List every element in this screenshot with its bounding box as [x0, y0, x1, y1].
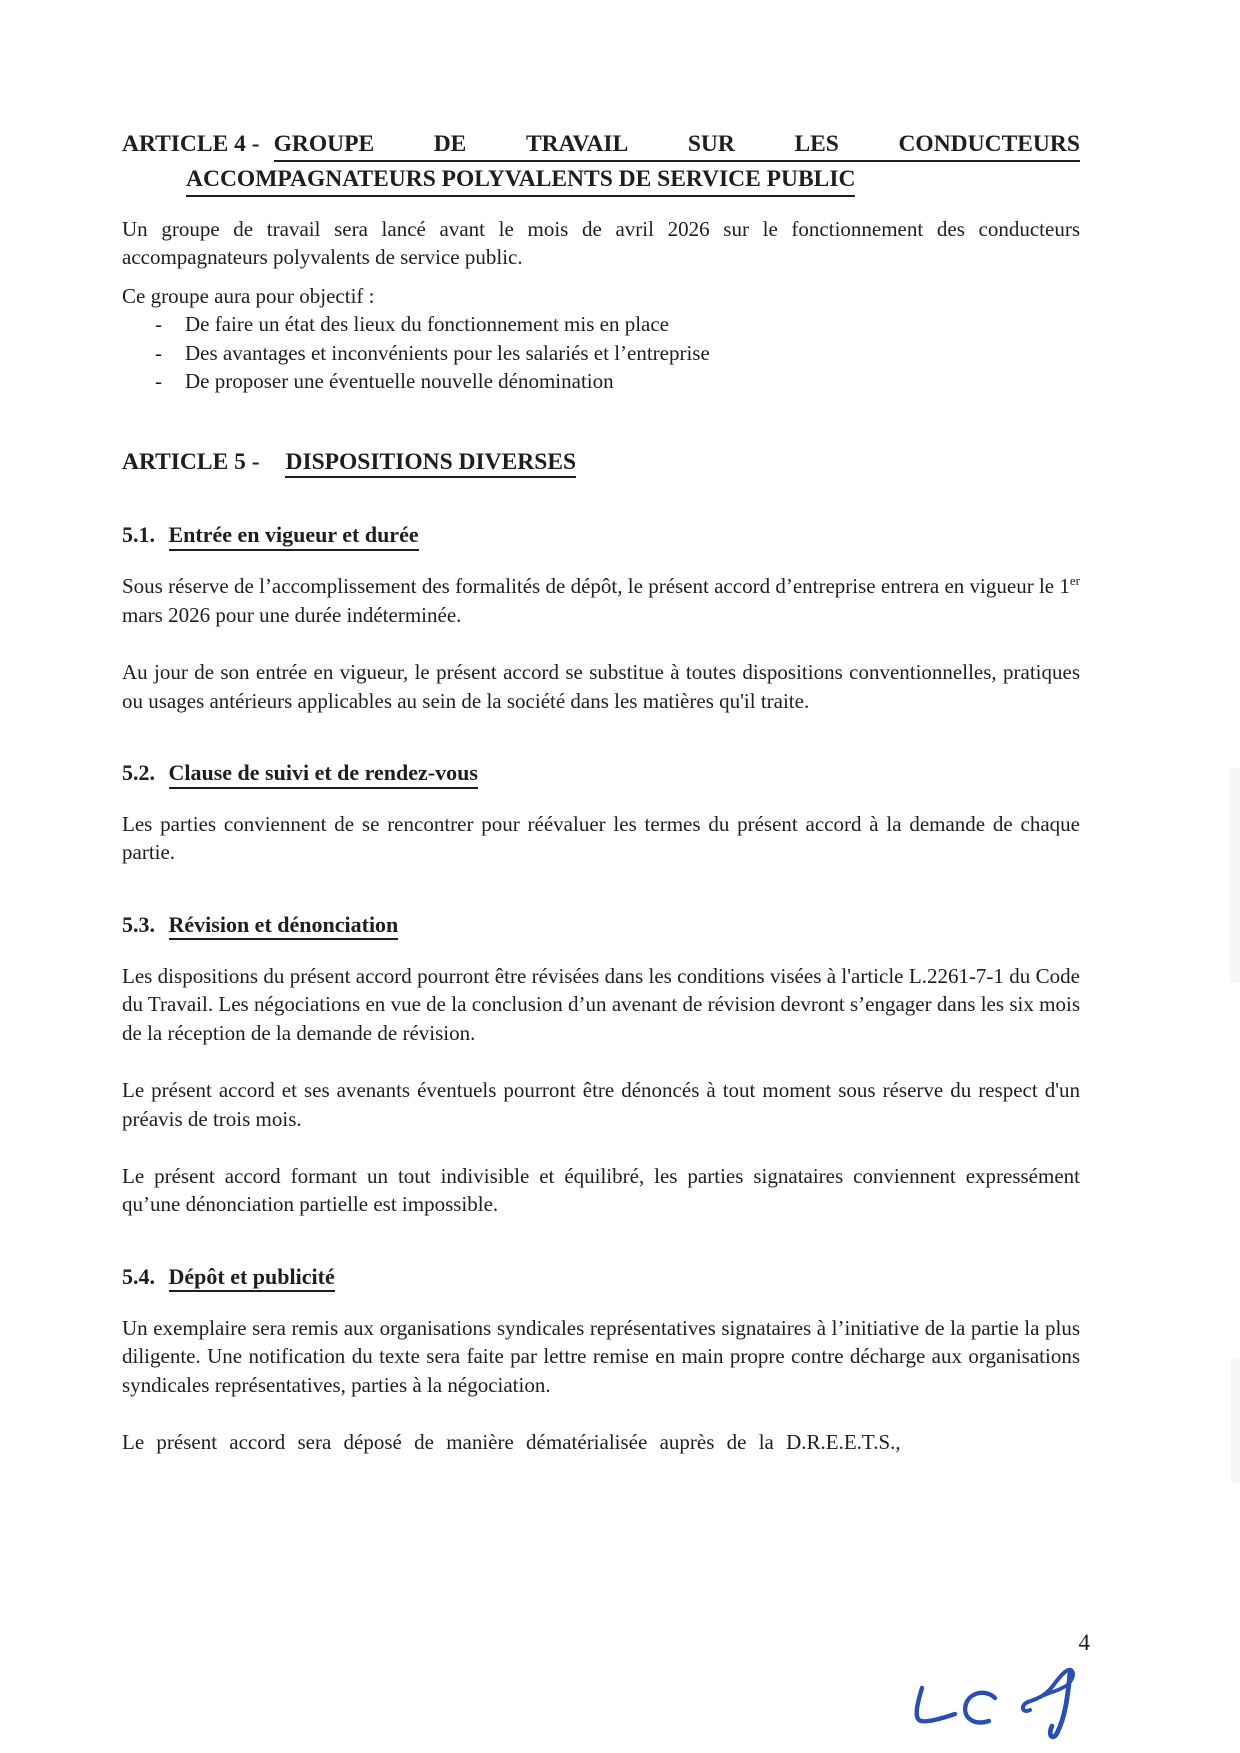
section-5-1-paragraph-1: [122, 572, 1080, 629]
title-word: LES: [794, 131, 839, 157]
list-item-text: De proposer une éventuelle nouvelle dénomination: [185, 369, 614, 394]
section-5-3-paragraph-3: Le présent accord formant un tout indivisible et équilibré, les parties signataires conviennent expressément qu’une dénonciation partielle est impossible.: [122, 1163, 1080, 1217]
dash-marker: -: [155, 369, 162, 394]
article-5-label: ARTICLE 5 -: [122, 449, 260, 476]
article-4-title-line2: ACCOMPAGNATEURS POLYVALENTS DE SERVICE PUBLIC: [186, 164, 855, 197]
article4-objective-list: [122, 310, 1080, 395]
paragraph-text: mars 2026 pour une durée indéterminée.: [122, 602, 462, 627]
page-number: 4: [1078, 1630, 1090, 1655]
article-4-label: ARTICLE 4 -: [122, 131, 260, 157]
list-item-text: De faire un état des lieux du fonctionnement mis en place: [185, 312, 669, 337]
section-5-1-paragraph-2: Au jour de son entrée en vigueur, le présent accord se substitue à toutes dispositions conventionnelles, pratiques ou usages antérieurs applicables au sein de la société dans les matières qu'il traite.: [122, 660, 1080, 713]
paragraph-text: Sous réserve de l’accomplissement des formalités de dépôt, le présent accord d’entreprise entrera en vigueur le 1: [122, 574, 1070, 599]
section-5-2-paragraph-1: Les parties conviennent de se rencontrer pour réévaluer les termes du présent accord à la demande de chaque partie.: [122, 812, 1080, 865]
section-5-3-paragraph-1: Les dispositions du présent accord pourront être révisées dans les conditions visées à l'article L.2261-7-1 du Code du Travail. Les négociations en vue de la conclusion d’un avenant de révision devront s’engager dans les six mois de la réception de la demande de révision.: [122, 963, 1080, 1045]
section-5-1-heading: [122, 521, 1080, 549]
section-5-2-number: 5.2.: [122, 760, 155, 786]
title-word: DE: [433, 131, 467, 157]
section-5-3-number: 5.3.: [122, 911, 155, 937]
title-word: CONDUCTEURS: [898, 131, 1080, 157]
section-5-4-number: 5.4.: [122, 1263, 155, 1289]
article4-objective-intro: Ce groupe aura pour objectif :: [122, 283, 375, 308]
section-5-3-title: Révision et dénonciation: [169, 912, 399, 941]
list-item: [122, 367, 1080, 395]
dash-marker: -: [155, 340, 162, 365]
list-item: [122, 339, 1080, 367]
title-word: GROUPE: [273, 131, 375, 157]
list-item: [122, 310, 1080, 338]
section-5-1-title: Entrée en vigueur et durée: [169, 522, 419, 551]
article-4-title-underlined: [274, 129, 1080, 162]
handwritten-signature-initials: [906, 1656, 1096, 1748]
dash-marker: -: [155, 312, 162, 337]
scan-artifact: [1230, 768, 1240, 983]
section-5-1-number: 5.1.: [122, 522, 155, 548]
section-5-3-paragraph-2: Le présent accord et ses avenants éventuels pourront être dénoncés à tout moment sous réserve du respect d'un préavis de trois mois.: [122, 1078, 1080, 1131]
scan-artifact: [1231, 1358, 1240, 1483]
section-5-4-paragraph-2: Le présent accord sera déposé de manière dématérialisée auprès de la D.R.E.E.T.S.,: [122, 1429, 901, 1454]
list-item-text: Des avantages et inconvénients pour les salariés et l’entreprise: [185, 340, 710, 365]
section-5-4-title: Dépôt et publicité: [169, 1264, 335, 1293]
section-5-2-heading: [122, 759, 1080, 787]
title-word: TRAVAIL: [525, 131, 629, 157]
article-4-heading-line1: [122, 129, 1080, 162]
article-5-heading: [122, 447, 1080, 477]
article-4-heading-line2: [186, 164, 1080, 197]
section-5-4-heading: [122, 1263, 1080, 1291]
article-4-heading: [122, 129, 1080, 197]
article-5-title: DISPOSITIONS DIVERSES: [285, 449, 576, 478]
superscript-er: er: [1069, 573, 1080, 589]
article4-paragraph-1: Un groupe de travail sera lancé avant le mois de avril 2026 sur le fonctionnement des conducteurs accompagnateurs polyvalents de service public.: [122, 217, 1080, 270]
title-word: SUR: [687, 131, 735, 157]
section-5-3-heading: [122, 911, 1080, 939]
section-5-4-paragraph-1: Un exemplaire sera remis aux organisations syndicales représentatives signataires à l’initiative de la partie la plus diligente. Une notification du texte sera faite par lettre remise en main propre contre décharge aux organisations syndicales représentatives, parties à la négociation.: [122, 1315, 1080, 1397]
section-5-2-title: Clause de suivi et de rendez-vous: [169, 760, 478, 789]
